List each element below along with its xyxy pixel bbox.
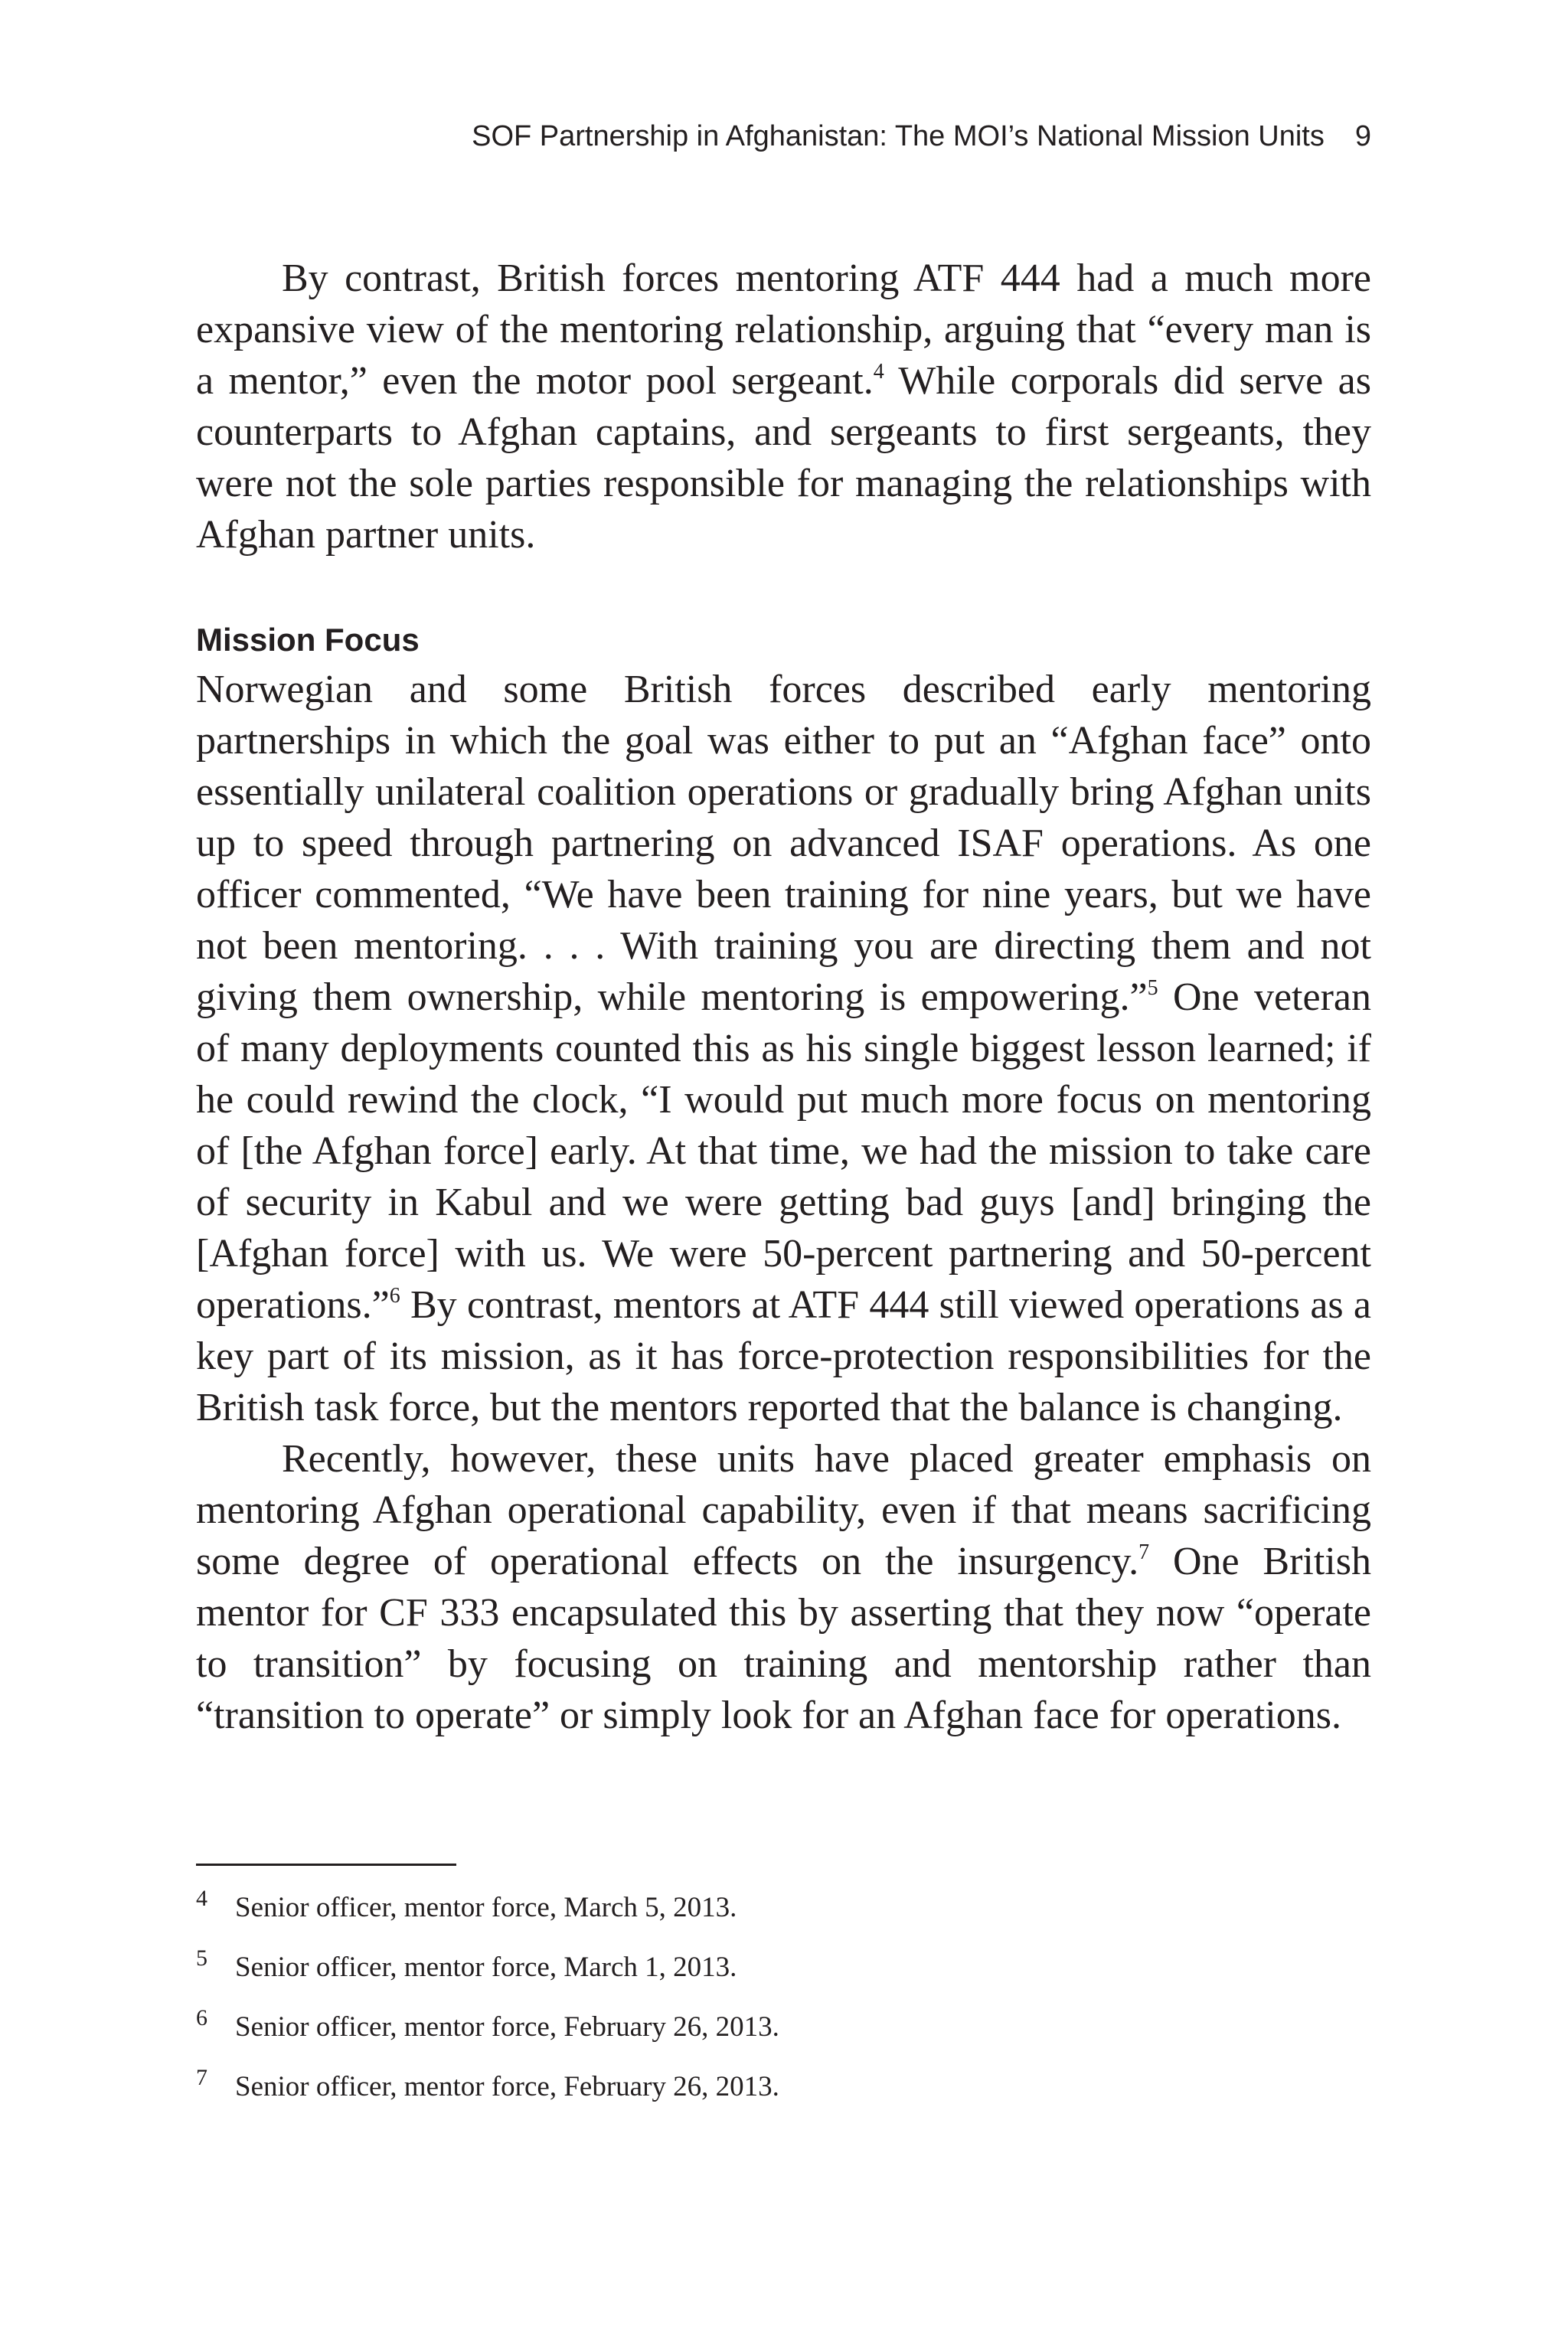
paragraph-2: [196, 664, 1371, 1433]
paragraph-2-part-b: One veteran of many deployments counted this as his single biggest lesson learned; if he could rewind the clock, “I would put much more focus on mentoring of [the Afghan force] early. At that time, we had the mission to take care of security in Kabul and we were getting bad guys [and] bringing the [Afghan force] with us. We were 50-percent partnering and 50-percent operations.”: [196, 975, 1371, 1327]
paragraph-2-part-a: Norwegian and some British forces described early mentoring partnerships in which the goal was either to put an “Afghan face” onto essentially unilateral coalition operations or gradually bring Afghan units up to speed through partnering on advanced ISAF operations. As one officer commented, “We have been training for nine years, but we have not been mentoring. . . . With training you are directing them and not giving them ownership, while mentoring is empowering.”: [196, 668, 1371, 1019]
footnote-ref-7: 7: [1138, 1540, 1150, 1564]
footnote-number: 7: [196, 2065, 207, 2090]
footnote-ref-4: 4: [873, 360, 884, 384]
footnote-number: 6: [196, 2005, 207, 2030]
footnote-text: Senior officer, mentor force, February 26, 2013.: [235, 2011, 779, 2043]
footnote-text: Senior officer, mentor force, March 5, 2013.: [235, 1892, 737, 1923]
footnote-number: 5: [196, 1945, 207, 1971]
footnote-divider: [196, 1864, 456, 1866]
footnote-text: Senior officer, mentor force, March 1, 2013.: [235, 1952, 737, 1983]
body-text: [196, 253, 1371, 1741]
paragraph-2-part-c: By contrast, mentors at ATF 444 still viewed operations as a key part of its mission, as it has force-protection responsibilities for the British task force, but the mentors reported that the balance is changing.: [196, 1283, 1371, 1429]
footnote-6: [196, 2007, 1371, 2047]
footnote-ref-5: 5: [1147, 976, 1158, 1000]
section-heading-mission-focus: Mission Focus: [196, 622, 420, 658]
paragraph-3: [196, 1433, 1371, 1741]
footnote-7: [196, 2067, 1371, 2107]
footnote-4: [196, 1888, 1371, 1928]
footnotes: [196, 1888, 1371, 2127]
footnote-number: 4: [196, 1886, 207, 1911]
running-head-title: SOF Partnership in Afghanistan: The MOI’s National Mission Units: [472, 120, 1325, 152]
paragraph-1: [196, 253, 1371, 560]
paragraph-1-part-b: While corporals did serve as counterparts to Afghan captains, and sergeants to first sergeants, they were not the sole parties responsible for managing the relationships with Afghan partner units.: [196, 359, 1372, 557]
paragraph-1-part-a: By contrast, British forces mentoring ATF 444 had a much more expansive view of the mentoring relationship, arguing that “every man is a mentor,” even the motor pool sergeant.: [196, 256, 1371, 403]
running-head: [196, 116, 1371, 156]
footnote-ref-6: 6: [389, 1284, 400, 1308]
page-number: 9: [1354, 120, 1371, 152]
footnote-5: [196, 1945, 1371, 1988]
paragraph-3-part-a: Recently, however, these units have placed greater emphasis on mentoring Afghan operational capability, even if that means sacrificing some degree of operational effects on the insurgency.: [196, 1437, 1371, 1583]
paragraph-3-part-b: One British mentor for CF 333 encapsulated this by asserting that they now “operate to transition” by focusing on training and mentorship rather than “transition to operate” or simply look for an Afghan face for operations.: [196, 1540, 1371, 1737]
footnote-text: Senior officer, mentor force, February 26, 2013.: [235, 2071, 779, 2102]
